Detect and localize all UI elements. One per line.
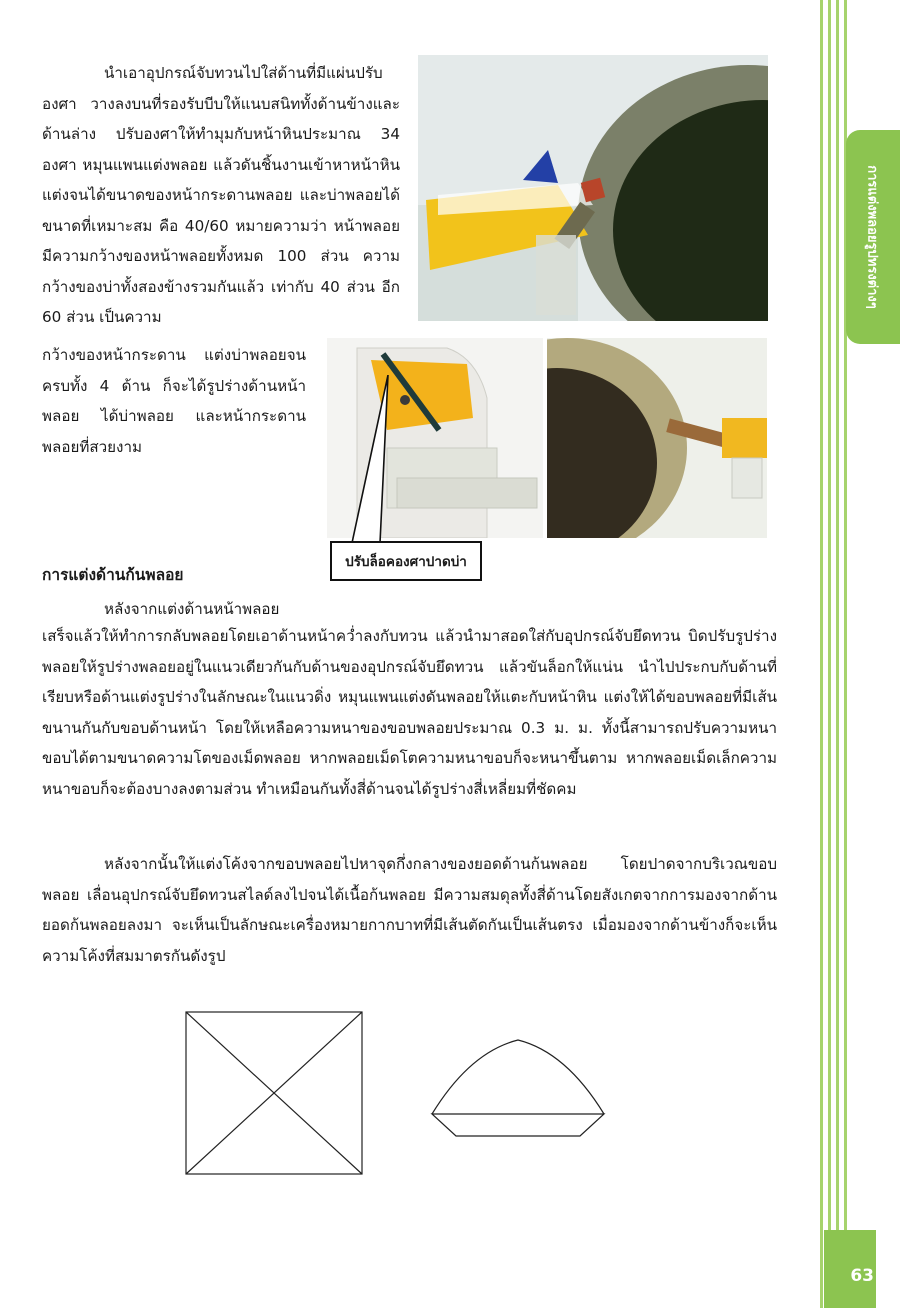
section-heading: การแต่งด้านก้นพลอย [42,566,184,584]
page-number: 63 [850,1266,874,1286]
section-lead-line: หลังจากแต่งด้านหน้าพลอย [104,600,280,618]
photo-lap-close-up [547,338,767,538]
paragraph-top: นำเอาอุปกรณ์จับทวนไปใส่ด้านที่มีแผ่นปรับองศา วางลงบนที่รองรับบีบให้แนบสนิททั้งด้านข้างและด้านล่าง ปรับองศาให้ทำมุมกับหน้าหินประมาณ 34 องศา หมุนแพนแต่งพลอย แล้วดันชิ้นงานเข้าหาหน้าหิน แต่งจนได้ขนาดของหน้ากระดานพลอย และบ่าพลอยได้ขนาดที่เหมาะสม คือ 40/60 หมายความว่า หน้าพลอยมีความกว้างของหน้าพลอยทั้งหมด 100 ส่วน ความกว้างของบ่าทั้งสองข้างรวมกันแล้ว เท่ากับ 40 ส่วน อีก 60 ส่วน เป็นความ [42,64,400,326]
callout-label [330,541,482,581]
side-stripe [820,0,823,1308]
callout-pointer [350,375,410,545]
paragraph-left: กว้างของหน้ากระดาน แต่งบ่าพลอยจนครบทั้ง 4 ด้าน ก็จะได้รูปร่างด้านหน้าพลอย ได้บ่าพลอย และหน้ากระดานพลอยที่สวยงาม [42,346,306,456]
paragraph-pavilion-step: เสร็จแล้วให้ทำการกลับพลอยโดยเอาด้านหน้าคว่ำลงกับทวน แล้วนำมาสอดใส่กับอุปกรณ์จับยึดทวน บิดปรับรูปร่างพลอยให้รูปร่างพลอยอยู่ในแนวเดียวกันกับด้านของอุปกรณ์จับยึดทวน แล้วขันล็อกให้แน่น นำไปประกบกับด้านที่เรียบหรือด้านแต่งรูปร่างในลักษณะในแนวดิ่ง หมุนแพนแต่งดันพลอยให้แตะกับหน้าหิน แต่งให้ได้ขอบพลอยที่มีเส้นขนานกันกับขอบด้านหน้า โดยให้เหลือความหนาของขอบพลอยประมาณ 0.3 ม. ม. ทั้งนี้สามารถปรับความหนาขอบได้ตามขนาดความโตของเม็ดพลอย หากพลอยเม็ดโตความหนาขอบก็จะหนาขึ้นตาม หากพลอยเม็ดเล็กความหนาขอบก็จะต้องบางลงตามส่วน ทำเหมือนกันทั้งสี่ด้านจนได้รูปร่างสี่เหลี่ยมที่ชัดคม [42,627,777,798]
photo-lap-close-up-image [547,338,767,538]
side-stripe [828,0,831,1308]
chapter-tab [846,130,900,344]
side-stripe [836,0,839,1308]
photo-faceting-machine-image [418,55,768,321]
page-number-box [824,1230,876,1308]
diagram-side-view-curve [430,1038,606,1140]
callout-text: ปรับล็อคองศาปาดบ่า [345,554,467,570]
diagram-top-view-cross [185,1011,363,1175]
photo-faceting-machine [418,55,768,321]
chapter-title: การแต่งพลอยรูปทรงต่างๆ [864,165,880,309]
paragraph-pavilion-curve: หลังจากนั้นให้แต่งโค้งจากขอบพลอยไปหาจุดกึ่งกลางของยอดด้านก้นพลอย โดยปาดจากบริเวณขอบพลอย เลื่อนอุปกรณ์จับยึดทวนสไลด์ลงไปจนได้เนื้อก้นพลอย มีความสมดุลทั้งสี่ด้านโดยสังเกตจากการมองจากด้านยอดก้นพลอยลงมา จะเห็นเป็นลักษณะเครื่องหมายกากบาทที่มีเส้นตัดกันเป็นเส้นตรง เมื่อมองจากด้านข้างก็จะเห็นความโค้งที่สมมาตรกันดังรูป [42,855,777,965]
